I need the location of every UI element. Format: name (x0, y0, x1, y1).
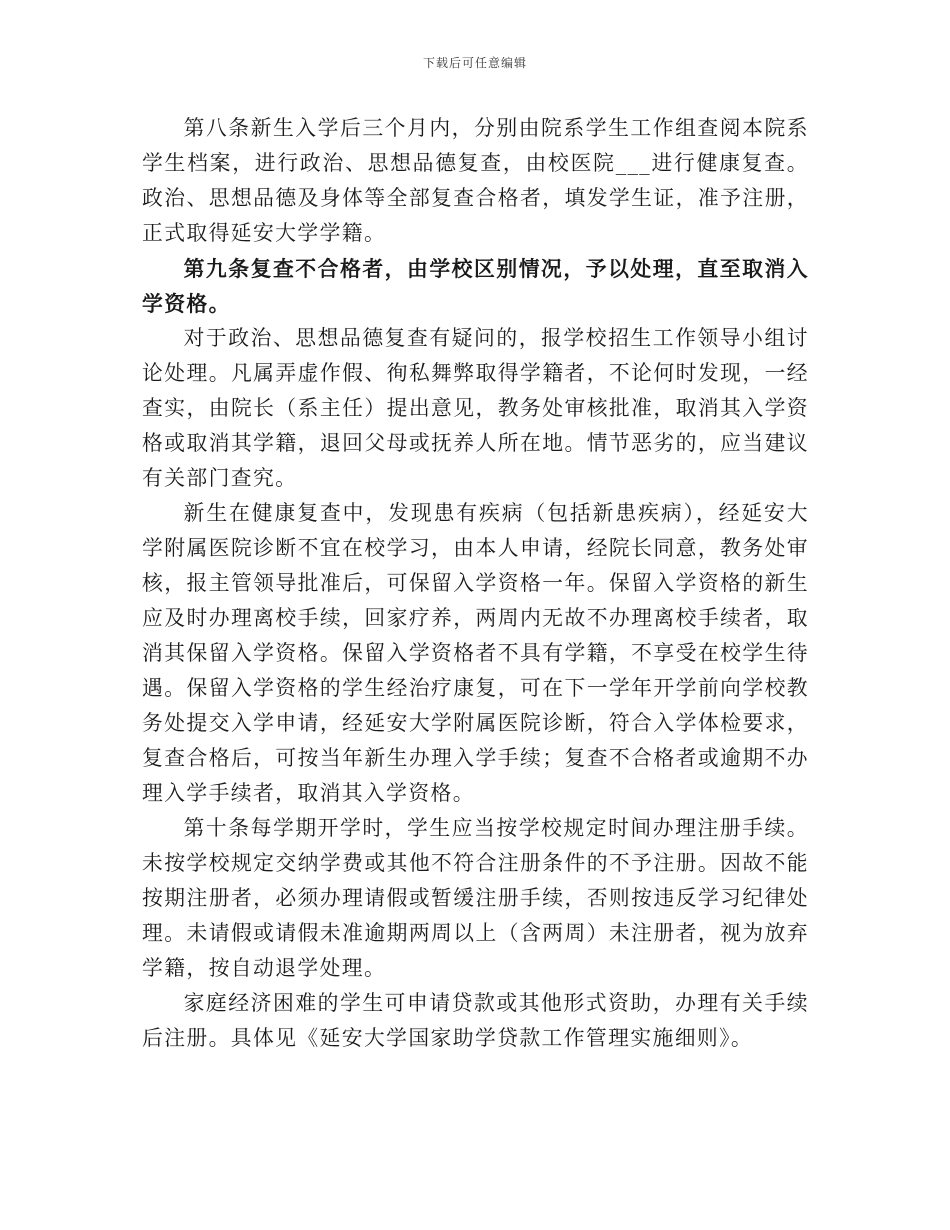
document-body (142, 111, 809, 1056)
page-header: 下载后可任意编辑 (422, 56, 527, 70)
paragraph-article-8: 第八条新生入学后三个月内，分别由院系学生工作组查阅本院系学生档案，进行政治、思想品德复查，由校医院___进行健康复查。政治、思想品德及身体等全部复查合格者，填发学生证，准予注册，正式取得延安大学学籍。 (142, 116, 809, 245)
paragraph-financial-aid: 家庭经济困难的学生可申请贷款或其他形式资助，办理有关手续后注册。具体见《延安大学国家助学贷款工作管理实施细则》。 (142, 991, 809, 1050)
paragraph-health-review: 新生在健康复查中，发现患有疾病（包括新患疾病），经延安大学附属医院诊断不宜在校学习，由本人申请，经院长同意，教务处审核，报主管领导批准后，可保留入学资格一年。保留入学资格的新生应及时办理离校手续，回家疗养，两周内无故不办理离校手续者，取消其保留入学资格。保留入学资格者不具有学籍，不享受在校学生待遇。保留入学资格的学生经治疗康复，可在下一学年开学前向学校教务处提交入学申请，经延安大学附属医院诊断，符合入学体检要求，复查合格后，可按当年新生办理入学手续；复查不合格者或逾期不办理入学手续者，取消其入学资格。 (142, 501, 809, 805)
paragraph-article-9: 第九条复查不合格者，由学校区别情况，予以处理，直至取消入学资格。 (142, 256, 809, 316)
paragraph-political-review: 对于政治、思想品德复查有疑问的，报学校招生工作领导小组讨论处理。凡属弄虚作假、徇私舞弊取得学籍者，不论何时发现，一经查实，由院长（系主任）提出意见，教务处审核批准，取消其入学资格或取消其学籍，退回父母或抚养人所在地。情节恶劣的，应当建议有关部门查究。 (142, 326, 809, 490)
paragraph-article-10: 第十条每学期开学时，学生应当按学校规定时间办理注册手续。未按学校规定交纳学费或其他不符合注册条件的不予注册。因故不能按期注册者，必须办理请假或暂缓注册手续，否则按违反学习纪律处理。未请假或请假未准逾期两周以上（含两周）未注册者，视为放弃学籍，按自动退学处理。 (142, 816, 809, 980)
